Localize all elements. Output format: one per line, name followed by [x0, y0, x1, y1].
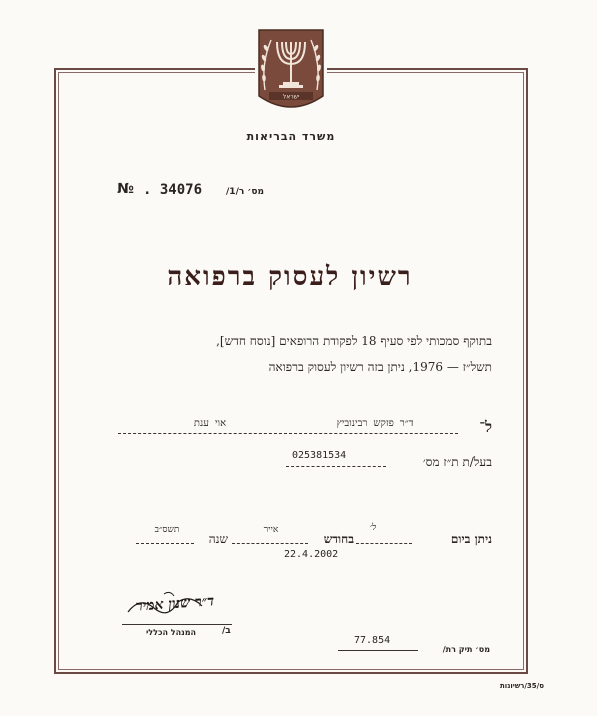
serial-number: . 34076 — [143, 182, 203, 198]
issue-day-line — [356, 543, 412, 544]
body-line-1: בתוקף סמכותי לפי סעיף 18 לפקודת הרופאים [נוסח חדש], — [216, 334, 492, 348]
file-number-line — [338, 650, 418, 651]
recipient-name-line — [118, 433, 458, 434]
form-number-label: מס׳ ר/1/ — [226, 187, 265, 197]
footer-form-code: ס/35/רשיונות — [500, 682, 544, 690]
ministry-name: משרד הבריאות — [246, 130, 336, 143]
issue-year-line — [136, 543, 194, 544]
issue-day-value: ל׳ — [370, 523, 377, 533]
signature-scribble-icon — [120, 588, 230, 622]
issue-year-label: שנה — [208, 532, 228, 546]
certificate-title: רשיון לעסוק ברפואה — [167, 262, 413, 292]
handwritten-signature: ד״ר שנון אמיר — [135, 593, 215, 615]
recipient-first-name: אוי ענת — [193, 418, 227, 429]
file-number-value: 77.854 — [354, 635, 391, 646]
body-line-2: תשל״ז — 1976, ניתן בזה רשיון לעסוק ברפואה — [268, 360, 492, 374]
id-number-label: בעל/ת ת״ז מס׳ — [422, 455, 492, 469]
signature-prefix: ב/ — [222, 626, 231, 636]
issue-day-label: ניתן ביום — [450, 532, 492, 546]
serial-number-symbol: № — [117, 181, 134, 197]
id-number-line — [286, 466, 386, 467]
emblem-banner-text: ישראל — [282, 93, 300, 101]
recipient-surname: ד״ר פזקש רבינוביץ — [336, 418, 414, 429]
issue-year-value: תשס״ב — [154, 525, 180, 535]
recipient-prefix: ל־ — [479, 418, 492, 436]
file-number-label: מס׳ תיק רת/ — [442, 645, 490, 654]
menorah-emblem-icon — [255, 28, 327, 118]
signature-line — [122, 624, 232, 625]
issue-month-line — [232, 543, 308, 544]
id-number-value: 025381534 — [292, 450, 347, 461]
issue-month-label: בחודש — [323, 532, 354, 546]
signatory-title: המנהל הכללי — [145, 628, 197, 637]
issue-gregorian-date: 22.4.2002 — [284, 549, 339, 560]
state-emblem — [255, 28, 327, 118]
issue-month-value: אייר — [263, 525, 279, 535]
